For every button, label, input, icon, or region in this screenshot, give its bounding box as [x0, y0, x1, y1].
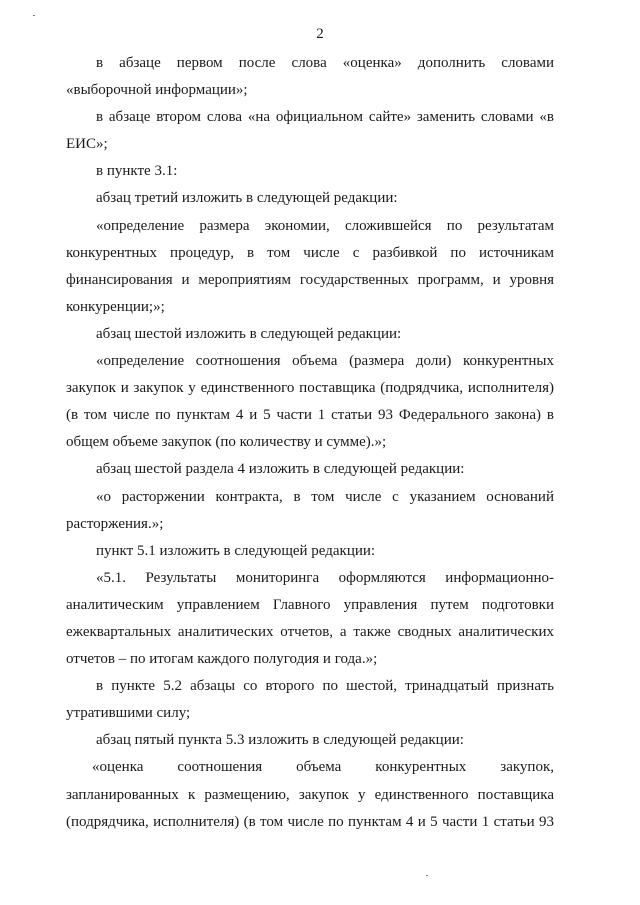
text-line: конкурентных процедур, в том числе с разбивкой по источникам	[66, 244, 554, 261]
text-line: абзац шестой раздела 4 изложить в следующей редакции:	[96, 461, 465, 478]
text-line: пункт 5.1 изложить в следующей редакции:	[96, 542, 376, 559]
text-line: абзац третий изложить в следующей редакции:	[96, 190, 398, 207]
text-line: «о расторжении контракта, в том числе с указанием оснований	[96, 488, 554, 505]
text-line: абзац пятый пункта 5.3 изложить в следующей редакции:	[96, 732, 464, 749]
text-line: абзац шестой изложить в следующей редакции:	[96, 325, 402, 342]
text-line: «оценка соотношения объема конкурентных закупок,	[92, 759, 554, 776]
text-line: ежеквартальных аналитических отчетов, а также сводных аналитических	[66, 623, 554, 640]
text-line: в абзаце втором слова «на официальном сайте» заменить словами «в	[96, 109, 554, 126]
text-line: «выборочной информации»;	[66, 82, 248, 99]
text-line: (подрядчика, исполнителя) (в том числе по пунктам 4 и 5 части 1 статьи 93	[66, 813, 554, 830]
scan-speck	[33, 15, 35, 16]
text-line: в пункте 5.2 абзацы со второго по шестой, тринадцатый признать	[96, 678, 554, 695]
text-line: в абзаце первом после слова «оценка» дополнить словами	[96, 55, 554, 71]
text-line: «определение соотношения объема (размера доли) конкурентных	[96, 353, 554, 370]
page-number: 2	[316, 26, 324, 42]
text-line: отчетов – по итогам каждого полугодия и года.»;	[66, 651, 378, 668]
text-line: расторжения.»;	[66, 515, 164, 532]
text-line: общем объеме закупок (по количеству и сумме).»;	[66, 434, 387, 451]
text-line: «определение размера экономии, сложившейся по результатам	[96, 217, 554, 234]
text-line: «5.1. Результаты мониторинга оформляются информационно-	[96, 569, 554, 586]
text-line: (в том числе по пунктам 4 и 5 части 1 статьи 93 Федерального закона) в	[66, 407, 554, 424]
scan-speck	[426, 875, 428, 876]
document-body	[66, 50, 554, 836]
text-line: ЕИС»;	[66, 136, 108, 153]
text-line: запланированных к размещению, закупок у единственного поставщика	[66, 786, 554, 803]
text-line: финансирования и мероприятиям государственных программ, и уровня	[66, 271, 554, 288]
text-line: утратившими силу;	[66, 705, 191, 722]
text-line: конкуренции;»;	[66, 298, 165, 315]
text-line: закупок и закупок у единственного поставщика (подрядчика, исполнителя)	[66, 380, 554, 397]
text-line: в пункте 3.1:	[96, 163, 178, 180]
text-line: аналитическим управлением Главного управления путем подготовки	[66, 596, 554, 613]
